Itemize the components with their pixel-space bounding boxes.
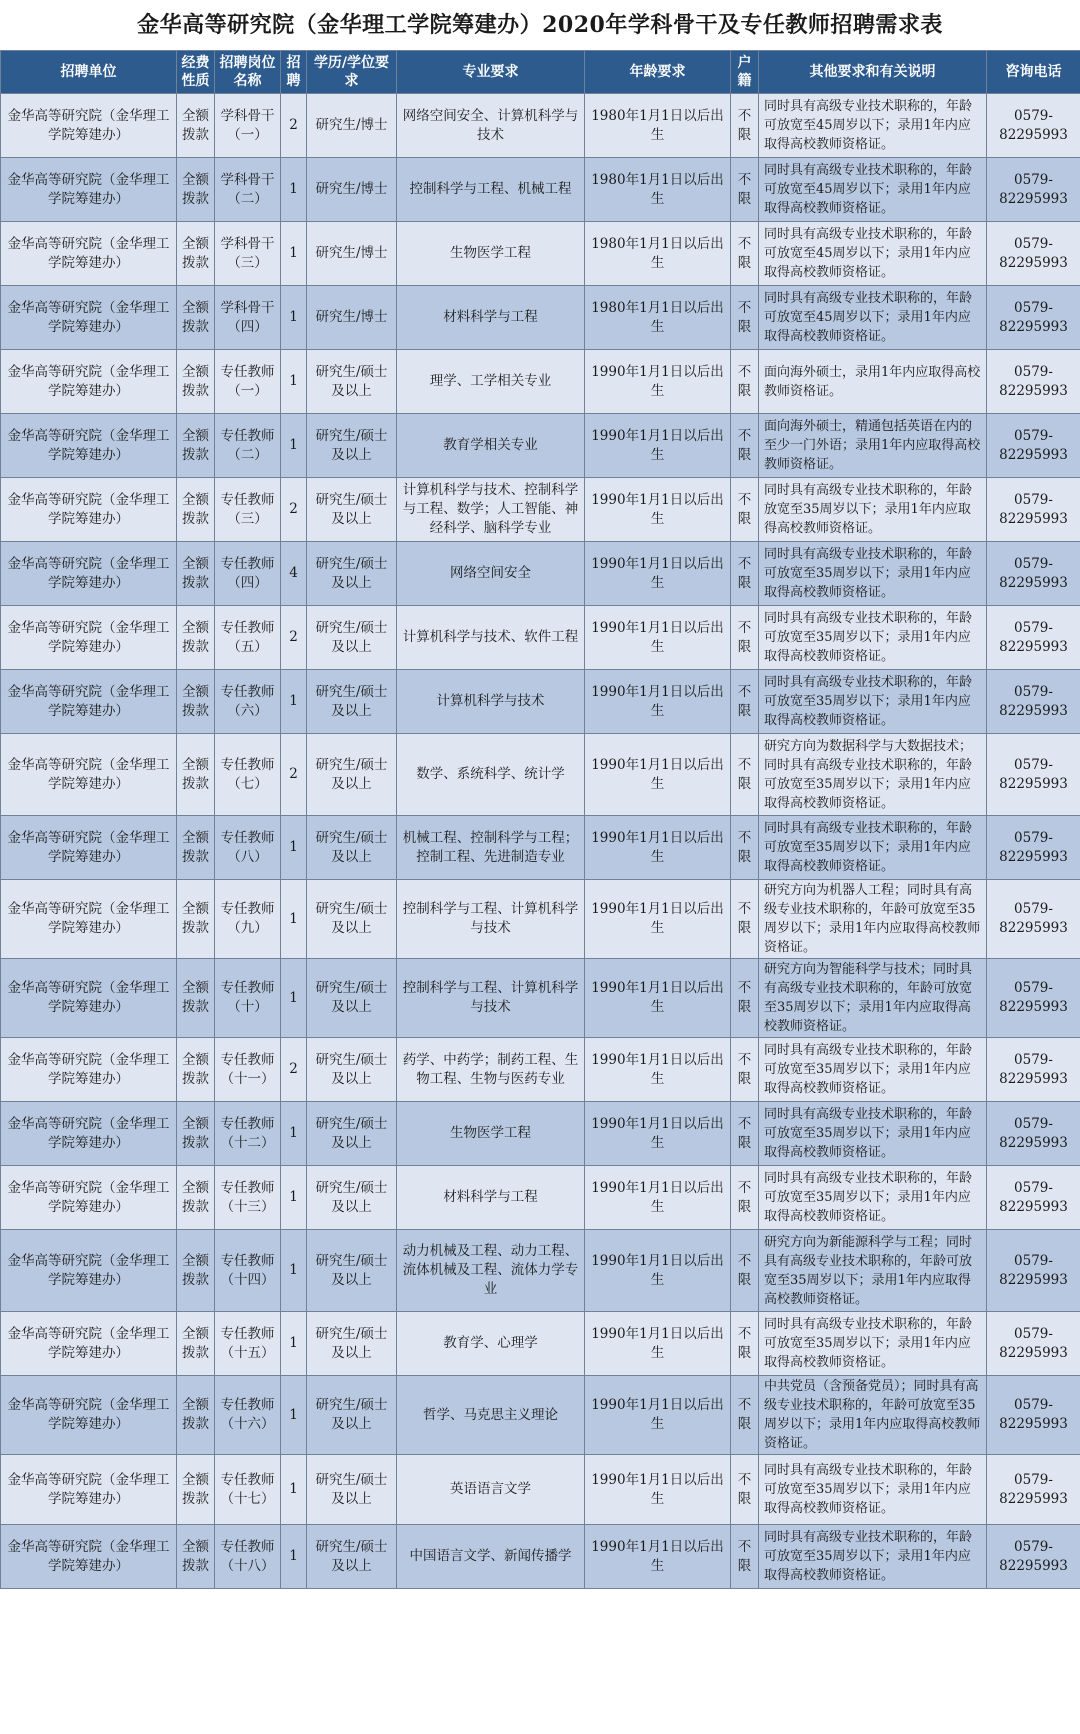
header-phone: 咨询电话 — [987, 51, 1080, 94]
cell-count: 4 — [281, 542, 307, 606]
cell-age: 1990年1月1日以后出生 — [585, 816, 731, 880]
cell-hukou: 不限 — [731, 286, 759, 350]
header-unit: 招聘单位 — [1, 51, 177, 94]
page-title: 金华高等研究院（金华理工学院筹建办）2020年学科骨干及专任教师招聘需求表 — [137, 12, 943, 38]
cell-hukou: 不限 — [731, 542, 759, 606]
header-notes: 其他要求和有关说明 — [759, 51, 987, 94]
cell-hukou: 不限 — [731, 816, 759, 880]
cell-notes: 同时具有高级专业技术职称的，年龄可放宽至35周岁以下；录用1年内应取得高校教师资格证。 — [759, 1312, 987, 1376]
cell-funding: 全额拨款 — [177, 158, 215, 222]
cell-count: 1 — [281, 222, 307, 286]
cell-unit: 金华高等研究院（金华理工学院筹建办） — [1, 1525, 177, 1589]
cell-count: 1 — [281, 1455, 307, 1525]
cell-age: 1990年1月1日以后出生 — [585, 1376, 731, 1455]
cell-unit: 金华高等研究院（金华理工学院筹建办） — [1, 1455, 177, 1525]
cell-count: 1 — [281, 1312, 307, 1376]
cell-hukou: 不限 — [731, 734, 759, 816]
table-row — [1, 880, 1080, 959]
cell-age: 1990年1月1日以后出生 — [585, 1230, 731, 1312]
cell-age: 1990年1月1日以后出生 — [585, 1166, 731, 1230]
table-row — [1, 670, 1080, 734]
cell-major: 计算机科学与技术、软件工程 — [397, 606, 585, 670]
cell-phone: 0579-82295993 — [987, 880, 1080, 959]
cell-funding: 全额拨款 — [177, 1525, 215, 1589]
cell-unit: 金华高等研究院（金华理工学院筹建办） — [1, 1376, 177, 1455]
table-row — [1, 606, 1080, 670]
table-row — [1, 350, 1080, 414]
cell-hukou: 不限 — [731, 1312, 759, 1376]
cell-unit: 金华高等研究院（金华理工学院筹建办） — [1, 606, 177, 670]
header-age: 年龄要求 — [585, 51, 731, 94]
cell-notes: 面向海外硕士，精通包括英语在内的至少一门外语；录用1年内应取得高校教师资格证。 — [759, 414, 987, 478]
header-major: 专业要求 — [397, 51, 585, 94]
cell-major: 控制科学与工程、计算机科学与技术 — [397, 880, 585, 959]
cell-unit: 金华高等研究院（金华理工学院筹建办） — [1, 1312, 177, 1376]
cell-funding: 全额拨款 — [177, 1038, 215, 1102]
cell-funding: 全额拨款 — [177, 350, 215, 414]
cell-unit: 金华高等研究院（金华理工学院筹建办） — [1, 542, 177, 606]
table-row — [1, 1376, 1080, 1455]
table-row — [1, 158, 1080, 222]
cell-age: 1980年1月1日以后出生 — [585, 222, 731, 286]
cell-position: 专任教师（十八） — [215, 1525, 281, 1589]
table-header-row — [1, 51, 1080, 94]
cell-phone: 0579-82295993 — [987, 286, 1080, 350]
cell-phone: 0579-82295993 — [987, 1376, 1080, 1455]
table-row — [1, 1166, 1080, 1230]
cell-notes: 同时具有高级专业技术职称的，年龄可放宽至45周岁以下；录用1年内应取得高校教师资格证。 — [759, 158, 987, 222]
cell-funding: 全额拨款 — [177, 670, 215, 734]
cell-notes: 同时具有高级专业技术职称的，年龄可放宽至35周岁以下；录用1年内应取得高校教师资格证。 — [759, 542, 987, 606]
cell-unit: 金华高等研究院（金华理工学院筹建办） — [1, 1230, 177, 1312]
cell-funding: 全额拨款 — [177, 1102, 215, 1166]
cell-age: 1990年1月1日以后出生 — [585, 1455, 731, 1525]
cell-notes: 同时具有高级专业技术职称的，年龄可放宽至35周岁以下；录用1年内应取得高校教师资格证。 — [759, 1038, 987, 1102]
table-row — [1, 542, 1080, 606]
cell-age: 1990年1月1日以后出生 — [585, 542, 731, 606]
cell-unit: 金华高等研究院（金华理工学院筹建办） — [1, 478, 177, 542]
cell-age: 1990年1月1日以后出生 — [585, 1525, 731, 1589]
cell-hukou: 不限 — [731, 94, 759, 158]
cell-funding: 全额拨款 — [177, 1312, 215, 1376]
cell-education: 研究生/博士 — [307, 222, 397, 286]
cell-funding: 全额拨款 — [177, 880, 215, 959]
header-position: 招聘岗位名称 — [215, 51, 281, 94]
cell-hukou: 不限 — [731, 880, 759, 959]
cell-hukou: 不限 — [731, 1525, 759, 1589]
cell-hukou: 不限 — [731, 158, 759, 222]
cell-unit: 金华高等研究院（金华理工学院筹建办） — [1, 94, 177, 158]
cell-funding: 全额拨款 — [177, 1376, 215, 1455]
table-row — [1, 1038, 1080, 1102]
cell-unit: 金华高等研究院（金华理工学院筹建办） — [1, 222, 177, 286]
cell-count: 1 — [281, 670, 307, 734]
cell-position: 专任教师（十四） — [215, 1230, 281, 1312]
cell-phone: 0579-82295993 — [987, 1102, 1080, 1166]
cell-position: 专任教师（二） — [215, 414, 281, 478]
cell-position: 专任教师（五） — [215, 606, 281, 670]
cell-major: 网络空间安全、计算机科学与技术 — [397, 94, 585, 158]
cell-major: 哲学、马克思主义理论 — [397, 1376, 585, 1455]
cell-position: 专任教师（六） — [215, 670, 281, 734]
cell-phone: 0579-82295993 — [987, 94, 1080, 158]
cell-notes: 面向海外硕士，录用1年内应取得高校教师资格证。 — [759, 350, 987, 414]
cell-position: 专任教师（十） — [215, 959, 281, 1038]
cell-education: 研究生/硕士及以上 — [307, 959, 397, 1038]
cell-hukou: 不限 — [731, 606, 759, 670]
cell-position: 专任教师（十七） — [215, 1455, 281, 1525]
cell-funding: 全额拨款 — [177, 542, 215, 606]
cell-major: 英语语言文学 — [397, 1455, 585, 1525]
cell-count: 1 — [281, 1525, 307, 1589]
cell-phone: 0579-82295993 — [987, 606, 1080, 670]
cell-hukou: 不限 — [731, 414, 759, 478]
cell-major: 数学、系统科学、统计学 — [397, 734, 585, 816]
cell-hukou: 不限 — [731, 1455, 759, 1525]
cell-count: 1 — [281, 1166, 307, 1230]
table-body — [1, 94, 1080, 1589]
cell-education: 研究生/硕士及以上 — [307, 1455, 397, 1525]
cell-notes: 同时具有高级专业技术职称的，年龄可放宽至45周岁以下；录用1年内应取得高校教师资格证。 — [759, 222, 987, 286]
cell-notes: 同时具有高级专业技术职称的，年龄可放宽至35周岁以下；录用1年内应取得高校教师资格证。 — [759, 1525, 987, 1589]
cell-age: 1990年1月1日以后出生 — [585, 350, 731, 414]
cell-funding: 全额拨款 — [177, 286, 215, 350]
table-row — [1, 1312, 1080, 1376]
table-row — [1, 816, 1080, 880]
cell-position: 专任教师（一） — [215, 350, 281, 414]
cell-count: 1 — [281, 816, 307, 880]
header-education: 学历/学位要求 — [307, 51, 397, 94]
cell-count: 1 — [281, 1230, 307, 1312]
cell-education: 研究生/硕士及以上 — [307, 816, 397, 880]
header-count: 招聘 — [281, 51, 307, 94]
cell-position: 专任教师（九） — [215, 880, 281, 959]
cell-major: 理学、工学相关专业 — [397, 350, 585, 414]
cell-phone: 0579-82295993 — [987, 1455, 1080, 1525]
cell-notes: 同时具有高级专业技术职称的，年龄可放宽至35周岁以下；录用1年内应取得高校教师资格证。 — [759, 1166, 987, 1230]
table-row — [1, 94, 1080, 158]
table-row — [1, 1102, 1080, 1166]
cell-phone: 0579-82295993 — [987, 1525, 1080, 1589]
cell-position: 专任教师（三） — [215, 478, 281, 542]
cell-hukou: 不限 — [731, 350, 759, 414]
cell-age: 1990年1月1日以后出生 — [585, 880, 731, 959]
cell-education: 研究生/硕士及以上 — [307, 880, 397, 959]
cell-funding: 全额拨款 — [177, 606, 215, 670]
cell-notes: 中共党员（含预备党员）；同时具有高级专业技术职称的，年龄可放宽至35周岁以下；录用1年内应取得高校教师资格证。 — [759, 1376, 987, 1455]
cell-phone: 0579-82295993 — [987, 734, 1080, 816]
cell-age: 1990年1月1日以后出生 — [585, 959, 731, 1038]
cell-age: 1990年1月1日以后出生 — [585, 734, 731, 816]
cell-unit: 金华高等研究院（金华理工学院筹建办） — [1, 414, 177, 478]
cell-phone: 0579-82295993 — [987, 1312, 1080, 1376]
cell-funding: 全额拨款 — [177, 734, 215, 816]
cell-unit: 金华高等研究院（金华理工学院筹建办） — [1, 734, 177, 816]
cell-position: 专任教师（十二） — [215, 1102, 281, 1166]
cell-education: 研究生/硕士及以上 — [307, 350, 397, 414]
cell-position: 专任教师（十三） — [215, 1166, 281, 1230]
cell-age: 1990年1月1日以后出生 — [585, 1312, 731, 1376]
table-row — [1, 1525, 1080, 1589]
cell-notes: 研究方向为智能科学与技术；同时具有高级专业技术职称的，年龄可放宽至35周岁以下；录用1年内应取得高校教师资格证。 — [759, 959, 987, 1038]
cell-major: 机械工程、控制科学与工程；控制工程、先进制造专业 — [397, 816, 585, 880]
cell-education: 研究生/硕士及以上 — [307, 1376, 397, 1455]
cell-unit: 金华高等研究院（金华理工学院筹建办） — [1, 959, 177, 1038]
cell-unit: 金华高等研究院（金华理工学院筹建办） — [1, 1166, 177, 1230]
recruitment-table — [0, 50, 1080, 1589]
cell-education: 研究生/硕士及以上 — [307, 734, 397, 816]
cell-funding: 全额拨款 — [177, 959, 215, 1038]
cell-unit: 金华高等研究院（金华理工学院筹建办） — [1, 350, 177, 414]
cell-age: 1990年1月1日以后出生 — [585, 606, 731, 670]
cell-funding: 全额拨款 — [177, 478, 215, 542]
table-row — [1, 1230, 1080, 1312]
cell-notes: 同时具有高级专业技术职称的，年龄可放宽至45周岁以下；录用1年内应取得高校教师资格证。 — [759, 286, 987, 350]
cell-position: 专任教师（十六） — [215, 1376, 281, 1455]
cell-major: 控制科学与工程、机械工程 — [397, 158, 585, 222]
cell-age: 1980年1月1日以后出生 — [585, 286, 731, 350]
cell-hukou: 不限 — [731, 1376, 759, 1455]
table-row — [1, 478, 1080, 542]
cell-phone: 0579-82295993 — [987, 158, 1080, 222]
cell-position: 专任教师（四） — [215, 542, 281, 606]
cell-count: 2 — [281, 606, 307, 670]
cell-count: 2 — [281, 94, 307, 158]
cell-unit: 金华高等研究院（金华理工学院筹建办） — [1, 1038, 177, 1102]
cell-phone: 0579-82295993 — [987, 1230, 1080, 1312]
cell-age: 1990年1月1日以后出生 — [585, 670, 731, 734]
cell-education: 研究生/硕士及以上 — [307, 670, 397, 734]
cell-education: 研究生/硕士及以上 — [307, 1166, 397, 1230]
cell-major: 教育学、心理学 — [397, 1312, 585, 1376]
cell-major: 计算机科学与技术、控制科学与工程、数学；人工智能、神经科学、脑科学专业 — [397, 478, 585, 542]
cell-count: 1 — [281, 350, 307, 414]
cell-major: 生物医学工程 — [397, 222, 585, 286]
cell-age: 1990年1月1日以后出生 — [585, 414, 731, 478]
cell-funding: 全额拨款 — [177, 94, 215, 158]
cell-major: 药学、中药学；制药工程、生物工程、生物与医药专业 — [397, 1038, 585, 1102]
cell-education: 研究生/博士 — [307, 94, 397, 158]
table-row — [1, 414, 1080, 478]
cell-phone: 0579-82295993 — [987, 1038, 1080, 1102]
cell-hukou: 不限 — [731, 222, 759, 286]
cell-major: 网络空间安全 — [397, 542, 585, 606]
cell-funding: 全额拨款 — [177, 1230, 215, 1312]
cell-education: 研究生/硕士及以上 — [307, 1038, 397, 1102]
header-hukou: 户籍 — [731, 51, 759, 94]
table-row — [1, 222, 1080, 286]
cell-education: 研究生/博士 — [307, 158, 397, 222]
cell-position: 学科骨干（四） — [215, 286, 281, 350]
cell-count: 2 — [281, 478, 307, 542]
cell-position: 专任教师（十五） — [215, 1312, 281, 1376]
cell-notes: 同时具有高级专业技术职称的，年龄可放宽至35周岁以下；录用1年内应取得高校教师资格证。 — [759, 670, 987, 734]
cell-age: 1990年1月1日以后出生 — [585, 478, 731, 542]
cell-education: 研究生/硕士及以上 — [307, 1102, 397, 1166]
table-row — [1, 734, 1080, 816]
cell-education: 研究生/硕士及以上 — [307, 478, 397, 542]
cell-education: 研究生/硕士及以上 — [307, 1230, 397, 1312]
cell-hukou: 不限 — [731, 1166, 759, 1230]
cell-unit: 金华高等研究院（金华理工学院筹建办） — [1, 1102, 177, 1166]
cell-count: 1 — [281, 286, 307, 350]
cell-position: 专任教师（七） — [215, 734, 281, 816]
cell-notes: 同时具有高级专业技术职称的，年龄可放宽至45周岁以下；录用1年内应取得高校教师资格证。 — [759, 94, 987, 158]
cell-major: 生物医学工程 — [397, 1102, 585, 1166]
cell-phone: 0579-82295993 — [987, 222, 1080, 286]
cell-notes: 同时具有高级专业技术职称的，年龄可放宽至35周岁以下；录用1年内应取得高校教师资格证。 — [759, 1102, 987, 1166]
table-row — [1, 959, 1080, 1038]
cell-hukou: 不限 — [731, 670, 759, 734]
cell-count: 1 — [281, 158, 307, 222]
table-row — [1, 1455, 1080, 1525]
cell-count: 2 — [281, 1038, 307, 1102]
cell-unit: 金华高等研究院（金华理工学院筹建办） — [1, 816, 177, 880]
cell-major: 控制科学与工程、计算机科学与技术 — [397, 959, 585, 1038]
cell-funding: 全额拨款 — [177, 222, 215, 286]
cell-position: 专任教师（八） — [215, 816, 281, 880]
cell-major: 材料科学与工程 — [397, 286, 585, 350]
cell-count: 1 — [281, 414, 307, 478]
cell-major: 中国语言文学、新闻传播学 — [397, 1525, 585, 1589]
cell-age: 1990年1月1日以后出生 — [585, 1038, 731, 1102]
cell-education: 研究生/硕士及以上 — [307, 1525, 397, 1589]
cell-phone: 0579-82295993 — [987, 414, 1080, 478]
cell-hukou: 不限 — [731, 959, 759, 1038]
cell-funding: 全额拨款 — [177, 816, 215, 880]
cell-notes: 同时具有高级专业技术职称的，年龄可放宽至35周岁以下；录用1年内应取得高校教师资格证。 — [759, 606, 987, 670]
cell-phone: 0579-82295993 — [987, 670, 1080, 734]
cell-education: 研究生/博士 — [307, 286, 397, 350]
table-row — [1, 286, 1080, 350]
header-funding: 经费性质 — [177, 51, 215, 94]
cell-education: 研究生/硕士及以上 — [307, 414, 397, 478]
cell-position: 专任教师（十一） — [215, 1038, 281, 1102]
cell-count: 2 — [281, 734, 307, 816]
cell-hukou: 不限 — [731, 478, 759, 542]
cell-phone: 0579-82295993 — [987, 816, 1080, 880]
cell-age: 1990年1月1日以后出生 — [585, 1102, 731, 1166]
cell-phone: 0579-82295993 — [987, 959, 1080, 1038]
cell-unit: 金华高等研究院（金华理工学院筹建办） — [1, 158, 177, 222]
cell-phone: 0579-82295993 — [987, 1166, 1080, 1230]
cell-hukou: 不限 — [731, 1038, 759, 1102]
cell-phone: 0579-82295993 — [987, 478, 1080, 542]
cell-funding: 全额拨款 — [177, 414, 215, 478]
cell-major: 材料科学与工程 — [397, 1166, 585, 1230]
cell-funding: 全额拨款 — [177, 1166, 215, 1230]
cell-unit: 金华高等研究院（金华理工学院筹建办） — [1, 286, 177, 350]
cell-count: 1 — [281, 880, 307, 959]
cell-phone: 0579-82295993 — [987, 542, 1080, 606]
cell-education: 研究生/硕士及以上 — [307, 606, 397, 670]
cell-unit: 金华高等研究院（金华理工学院筹建办） — [1, 670, 177, 734]
cell-notes: 同时具有高级专业技术职称的，年龄可放宽至35周岁以下；录用1年内应取得高校教师资格证。 — [759, 816, 987, 880]
cell-notes: 同时具有高级专业技术职称的，年龄放宽至35周岁以下；录用1年内应取得高校教师资格证。 — [759, 478, 987, 542]
cell-major: 动力机械及工程、动力工程、流体机械及工程、流体力学专业 — [397, 1230, 585, 1312]
cell-major: 教育学相关专业 — [397, 414, 585, 478]
cell-notes: 同时具有高级专业技术职称的，年龄可放宽至35周岁以下；录用1年内应取得高校教师资格证。 — [759, 1455, 987, 1525]
cell-hukou: 不限 — [731, 1102, 759, 1166]
cell-position: 学科骨干（三） — [215, 222, 281, 286]
cell-position: 学科骨干（二） — [215, 158, 281, 222]
cell-education: 研究生/硕士及以上 — [307, 542, 397, 606]
cell-age: 1980年1月1日以后出生 — [585, 94, 731, 158]
cell-funding: 全额拨款 — [177, 1455, 215, 1525]
cell-major: 计算机科学与技术 — [397, 670, 585, 734]
cell-unit: 金华高等研究院（金华理工学院筹建办） — [1, 880, 177, 959]
cell-education: 研究生/硕士及以上 — [307, 1312, 397, 1376]
cell-count: 1 — [281, 959, 307, 1038]
cell-count: 1 — [281, 1102, 307, 1166]
cell-position: 学科骨干（一） — [215, 94, 281, 158]
cell-count: 1 — [281, 1376, 307, 1455]
cell-notes: 研究方向为新能源科学与工程；同时具有高级专业技术职称的，年龄可放宽至35周岁以下；录用1年内应取得高校教师资格证。 — [759, 1230, 987, 1312]
cell-hukou: 不限 — [731, 1230, 759, 1312]
cell-phone: 0579-82295993 — [987, 350, 1080, 414]
cell-age: 1980年1月1日以后出生 — [585, 158, 731, 222]
cell-notes: 研究方向为机器人工程；同时具有高级专业技术职称的，年龄可放宽至35周岁以下；录用1年内应取得高校教师资格证。 — [759, 880, 987, 959]
cell-notes: 研究方向为数据科学与大数据技术；同时具有高级专业技术职称的，年龄可放宽至35周岁以下；录用1年内应取得高校教师资格证。 — [759, 734, 987, 816]
